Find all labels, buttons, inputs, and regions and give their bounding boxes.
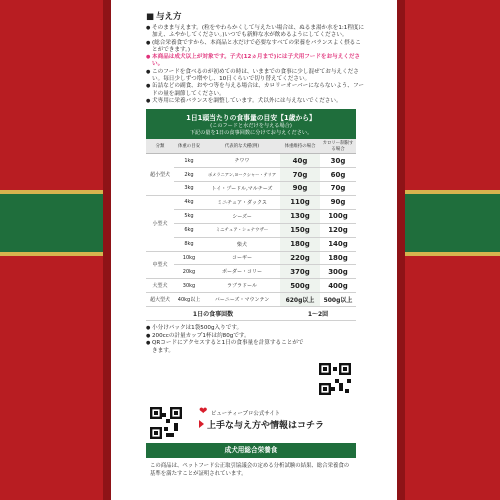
feeding-table-header xyxy=(146,109,356,139)
official-site-cta-text: 上手な与え方や情報はコチラ xyxy=(207,421,325,431)
amount-maintenance: 620g以上 xyxy=(280,293,320,307)
amount-calorie-limit: 400g xyxy=(320,279,356,293)
amount-maintenance: 70g xyxy=(280,168,320,182)
meals-per-day-label: 1日の食事回数 xyxy=(146,307,280,321)
table-row xyxy=(146,293,356,307)
feeding-instructions xyxy=(146,10,366,355)
table-row xyxy=(146,182,356,196)
panel-edge-right xyxy=(397,0,405,500)
table-row xyxy=(146,279,356,293)
note-pack-size: ● 小分けパックは1袋500g入りです。 xyxy=(146,325,306,333)
table-header-row xyxy=(146,139,356,154)
bullet-1b xyxy=(146,40,366,55)
table-row xyxy=(146,195,356,209)
feeding-table-subtitle: (このフードと水だけを与える場合) xyxy=(210,123,292,130)
qr-website-icon xyxy=(150,407,182,439)
qr-code-calculator[interactable] xyxy=(319,363,351,395)
category-cell: 大型犬 xyxy=(146,279,174,293)
official-site-cta xyxy=(199,418,369,431)
amount-maintenance: 150g xyxy=(280,223,320,237)
official-site-link[interactable] xyxy=(199,406,369,431)
col-category: 分類 xyxy=(146,139,174,154)
nutrition-band: 成犬用総合栄養食 xyxy=(146,443,356,458)
amount-calorie-limit: 90g xyxy=(320,195,356,209)
amount-maintenance: 180g xyxy=(280,237,320,251)
col-breed: 代表的な犬種(例) xyxy=(204,139,280,154)
breed-cell: コーギー xyxy=(204,251,280,265)
amount-maintenance: 370g xyxy=(280,265,320,279)
breed-cell: ミニチュア・ダックス xyxy=(204,195,280,209)
weight-cell: 2kg xyxy=(174,168,204,182)
weight-cell: 30kg xyxy=(174,279,204,293)
bullet-3: ● 缶詰などの副食、おやつ等を与える場合は、カロリーオーバーにならないよう、フードの量を調節してください。 xyxy=(146,83,366,98)
amount-calorie-limit: 30g xyxy=(320,154,356,168)
breed-cell: チワワ xyxy=(204,154,280,168)
amount-calorie-limit: 100g xyxy=(320,209,356,223)
amount-maintenance: 130g xyxy=(280,209,320,223)
decorative-stripe-left xyxy=(0,190,111,256)
amount-maintenance: 40g xyxy=(280,154,320,168)
note-qr-calculator: ● QRコードにアクセスすると1日の食事量を計算することができます。 xyxy=(146,340,306,355)
feeding-table-grid xyxy=(146,139,356,321)
table-row xyxy=(146,223,356,237)
amount-calorie-limit: 140g xyxy=(320,237,356,251)
breed-cell: トイ・プードル,マルチーズ xyxy=(204,182,280,196)
qr-calculator-icon xyxy=(319,363,351,395)
breed-cell: シーズー xyxy=(204,209,280,223)
section-heading: ■ 与え方 xyxy=(146,10,366,22)
amount-calorie-limit: 70g xyxy=(320,182,356,196)
feeding-table-note: 下記の量を1日の食事回数に分けてお与えください。 xyxy=(189,130,313,137)
amount-maintenance: 110g xyxy=(280,195,320,209)
amount-calorie-limit: 180g xyxy=(320,251,356,265)
meals-per-day-value: 1〜2回 xyxy=(280,307,356,321)
play-arrow-icon xyxy=(199,420,204,428)
category-cell: 中型犬 xyxy=(146,251,174,279)
col-calorie-limit: カロリー制限する場合 xyxy=(320,139,356,154)
col-maintenance: 体重維持の場合 xyxy=(280,139,320,154)
table-row xyxy=(146,168,356,182)
feeding-table-title: 1日1頭当たりの食事量の目安【1歳から】 xyxy=(186,114,316,123)
amount-maintenance: 220g xyxy=(280,251,320,265)
heart-icon: ❤ xyxy=(199,406,208,417)
meals-per-day-row xyxy=(146,307,356,321)
bullet-1b-text: (総合栄養食ですから、本商品と水だけで必要なすべての栄養をバランスよく摂ることができます。) xyxy=(152,39,361,53)
nutrition-statement: この商品は、ペットフード公正取引協議会の定める分析試験の結果、総合栄養食の基準を満たすことが証明されています。 xyxy=(150,463,350,477)
amount-calorie-limit: 500g以上 xyxy=(320,293,356,307)
weight-cell: 40kg以上 xyxy=(174,293,204,307)
table-row xyxy=(146,209,356,223)
amount-maintenance: 500g xyxy=(280,279,320,293)
breed-cell: バーニーズ・マウンテン xyxy=(204,293,280,307)
category-cell: 小型犬 xyxy=(146,195,174,251)
qr-code-website[interactable] xyxy=(150,407,182,439)
weight-cell: 1kg xyxy=(174,154,204,168)
weight-cell: 5kg xyxy=(174,209,204,223)
category-cell: 超小型犬 xyxy=(146,154,174,196)
breed-cell: 柴犬 xyxy=(204,237,280,251)
weight-cell: 8kg xyxy=(174,237,204,251)
breed-cell: ポメラニアン,ヨークシャー・テリア xyxy=(204,168,280,182)
bullet-4: ● 犬専用に栄養バランスを調整しています。犬以外には与えないでください。 xyxy=(146,98,366,105)
weight-cell: 6kg xyxy=(174,223,204,237)
table-row xyxy=(146,237,356,251)
breed-cell: ラブラドール xyxy=(204,279,280,293)
bullet-2: ● このフードを食べるのが初めての時は、いままでの食事に少し混ぜてお与えください。毎日少しずつ増やし、10日くらいで切り替えてください。 xyxy=(146,69,366,84)
bullet-puppy-warning: ● 本商品は成犬以上が対象です。子犬(12ヵ月まで)には子犬用フードをお与えください。 xyxy=(146,54,366,69)
amount-calorie-limit: 300g xyxy=(320,265,356,279)
bullet-1: ● そのまま与えます。(粒をやわらかくして与えたい場合は、ぬるま湯か水を1:1程度に加え、ふやかしてください。)いつでも新鮮な水が飲めるようにしてください。 xyxy=(146,25,366,40)
col-weight: 体重の目安 xyxy=(174,139,204,154)
table-row xyxy=(146,251,356,265)
amount-calorie-limit: 120g xyxy=(320,223,356,237)
weight-cell: 20kg xyxy=(174,265,204,279)
weight-cell: 3kg xyxy=(174,182,204,196)
feeding-table xyxy=(146,109,356,321)
table-row xyxy=(146,265,356,279)
weight-cell: 10kg xyxy=(174,251,204,265)
official-site-label: ビューティープロ公式サイト xyxy=(211,411,280,417)
panel-edge-left xyxy=(103,0,111,500)
amount-maintenance: 90g xyxy=(280,182,320,196)
weight-cell: 4kg xyxy=(174,195,204,209)
table-row xyxy=(146,154,356,168)
category-cell: 超大型犬 xyxy=(146,293,174,307)
breed-cell: ボーダー・コリー xyxy=(204,265,280,279)
amount-calorie-limit: 60g xyxy=(320,168,356,182)
note-measuring-cup: ● 200ccの計量カップ1杯は約80gです。 xyxy=(146,333,306,341)
notes xyxy=(146,325,306,355)
breed-cell: ミニチュア・シュナウザー xyxy=(204,223,280,237)
